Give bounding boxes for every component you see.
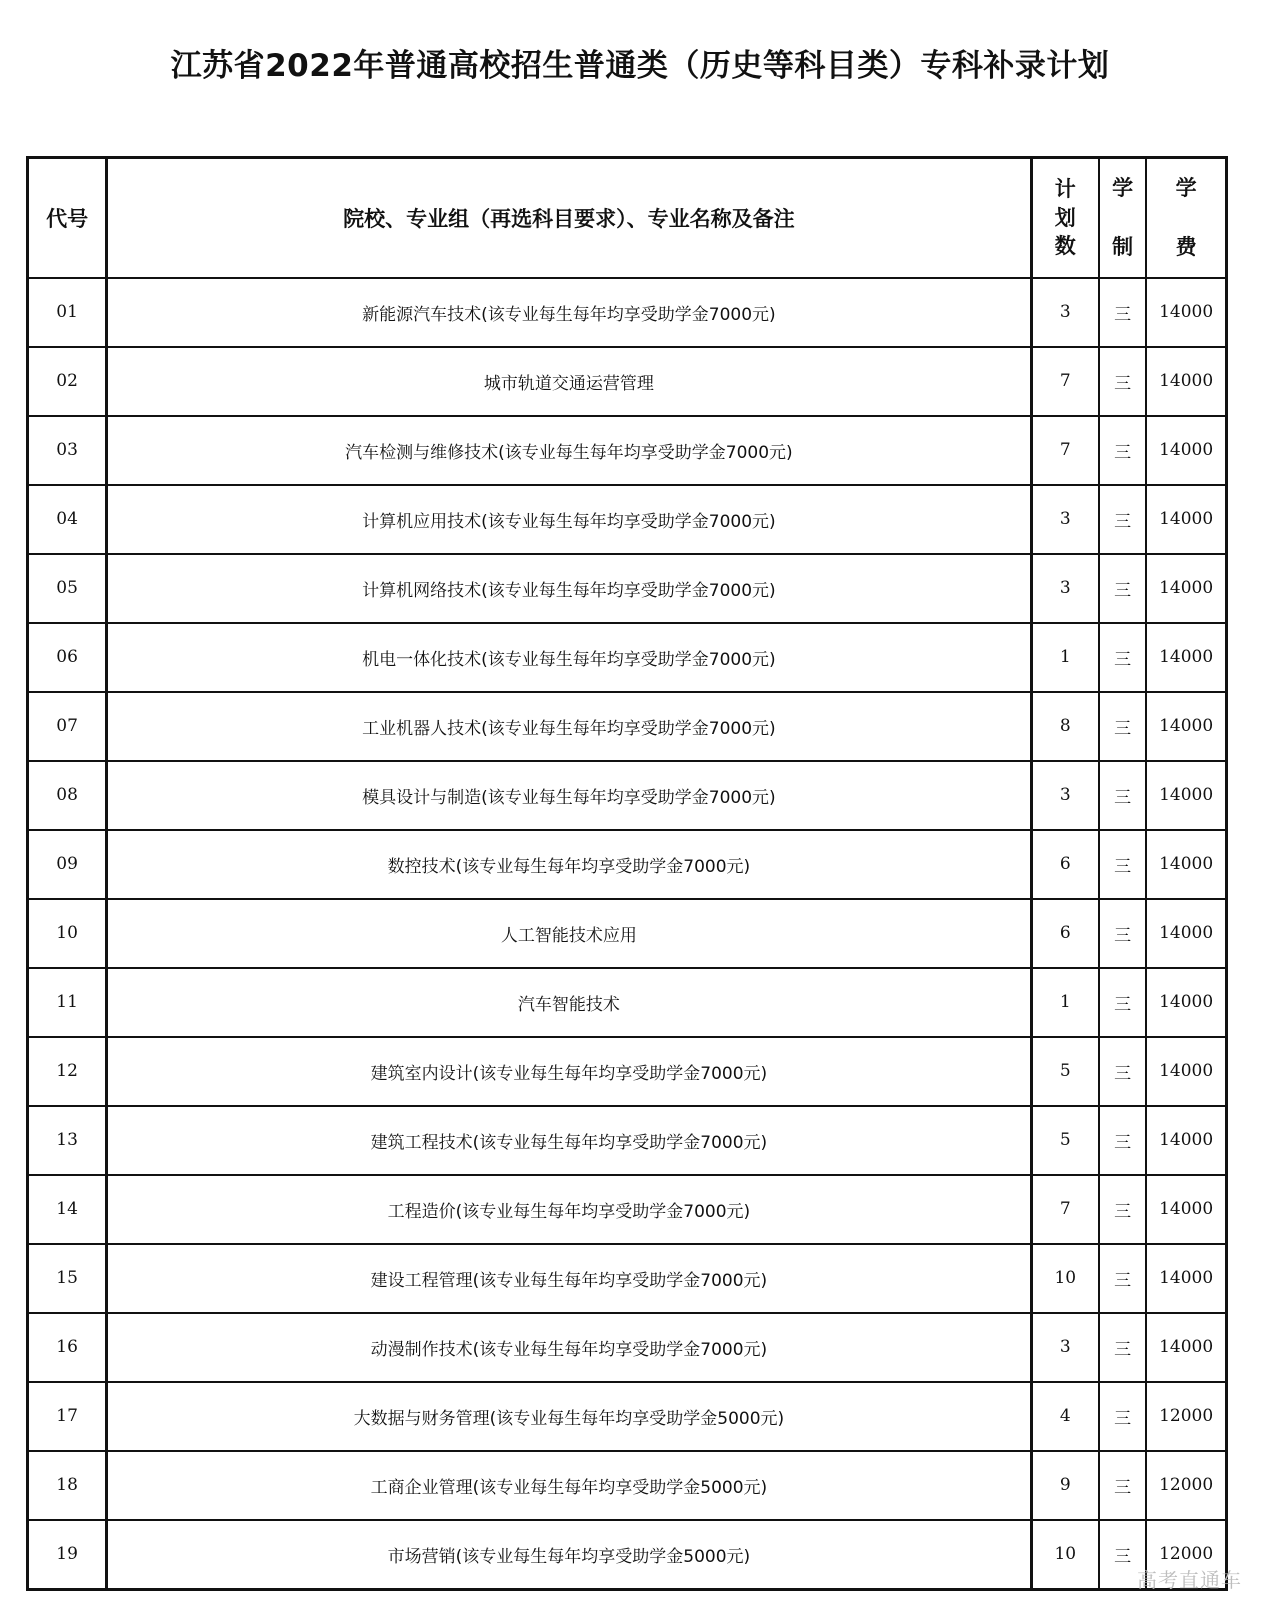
row-program-name: 模具设计与制造(该专业每生每年均享受助学金7000元) [107,761,1031,830]
row-duration: 三 [1099,278,1146,347]
table-row [28,1244,1227,1313]
row-plan-count: 6 [1031,830,1099,899]
row-duration: 三 [1099,623,1146,692]
row-plan-count: 3 [1031,278,1099,347]
row-fee: 14000 [1146,623,1226,692]
row-program-name: 建筑室内设计(该专业每生每年均享受助学金7000元) [107,1037,1031,1106]
row-code: 09 [28,830,107,899]
row-fee: 14000 [1146,1244,1226,1313]
table-header-row [28,158,1227,278]
row-duration: 三 [1099,968,1146,1037]
header-name: 院校、专业组（再选科目要求）、专业名称及备注 [107,158,1031,278]
row-duration: 三 [1099,1244,1146,1313]
table-row [28,1451,1227,1520]
row-duration: 三 [1099,1520,1146,1590]
row-fee: 12000 [1146,1382,1226,1451]
header-fee [1146,158,1226,278]
table-row [28,278,1227,347]
table-row [28,761,1227,830]
table-row [28,968,1227,1037]
row-fee: 14000 [1146,899,1226,968]
row-program-name: 工业机器人技术(该专业每生每年均享受助学金7000元) [107,692,1031,761]
row-code: 04 [28,485,107,554]
row-plan-count: 5 [1031,1106,1099,1175]
row-plan-count: 7 [1031,416,1099,485]
row-plan-count: 8 [1031,692,1099,761]
watermark: 高考直通车 [1137,1568,1242,1592]
row-code: 08 [28,761,107,830]
row-fee: 12000 [1146,1451,1226,1520]
table-row [28,485,1227,554]
row-program-name: 市场营销(该专业每生每年均享受助学金5000元) [107,1520,1031,1590]
row-duration: 三 [1099,692,1146,761]
table-row [28,1313,1227,1382]
row-duration: 三 [1099,485,1146,554]
row-plan-count: 10 [1031,1520,1099,1590]
row-code: 14 [28,1175,107,1244]
row-code: 03 [28,416,107,485]
row-fee: 14000 [1146,278,1226,347]
row-duration: 三 [1099,830,1146,899]
row-program-name: 人工智能技术应用 [107,899,1031,968]
header-plan [1031,158,1099,278]
row-duration: 三 [1099,416,1146,485]
table-row [28,899,1227,968]
row-program-name: 新能源汽车技术(该专业每生每年均享受助学金7000元) [107,278,1031,347]
row-duration: 三 [1099,1106,1146,1175]
row-fee: 14000 [1146,554,1226,623]
row-code: 17 [28,1382,107,1451]
row-program-name: 汽车智能技术 [107,968,1031,1037]
row-program-name: 计算机应用技术(该专业每生每年均享受助学金7000元) [107,485,1031,554]
row-program-name: 机电一体化技术(该专业每生每年均享受助学金7000元) [107,623,1031,692]
row-code: 19 [28,1520,107,1590]
row-fee: 14000 [1146,1037,1226,1106]
row-program-name: 工程造价(该专业每生每年均享受助学金7000元) [107,1175,1031,1244]
row-program-name: 大数据与财务管理(该专业每生每年均享受助学金5000元) [107,1382,1031,1451]
row-duration: 三 [1099,899,1146,968]
row-plan-count: 6 [1031,899,1099,968]
table-row [28,623,1227,692]
row-fee: 14000 [1146,968,1226,1037]
table-row [28,1520,1227,1590]
row-duration: 三 [1099,1313,1146,1382]
table-row [28,1037,1227,1106]
row-fee: 14000 [1146,416,1226,485]
row-code: 12 [28,1037,107,1106]
row-duration: 三 [1099,1175,1146,1244]
row-plan-count: 1 [1031,968,1099,1037]
table-row [28,416,1227,485]
row-code: 10 [28,899,107,968]
row-plan-count: 3 [1031,554,1099,623]
table-row [28,347,1227,416]
row-duration: 三 [1099,1451,1146,1520]
header-fee-label: 学费 [1175,176,1197,259]
table-row [28,1106,1227,1175]
row-plan-count: 9 [1031,1451,1099,1520]
table-row [28,692,1227,761]
row-fee: 14000 [1146,1313,1226,1382]
row-plan-count: 4 [1031,1382,1099,1451]
row-plan-count: 1 [1031,623,1099,692]
page-title: 江苏省2022年普通高校招生普通类（历史等科目类）专科补录计划 [170,48,1110,84]
row-code: 11 [28,968,107,1037]
row-plan-count: 7 [1031,347,1099,416]
row-code: 06 [28,623,107,692]
header-duration-label: 学制 [1112,176,1134,259]
row-duration: 三 [1099,1382,1146,1451]
row-plan-count: 7 [1031,1175,1099,1244]
row-fee: 14000 [1146,1106,1226,1175]
table-row [28,1175,1227,1244]
row-plan-count: 3 [1031,485,1099,554]
row-fee: 14000 [1146,347,1226,416]
row-duration: 三 [1099,554,1146,623]
row-program-name: 建设工程管理(该专业每生每年均享受助学金7000元) [107,1244,1031,1313]
row-duration: 三 [1099,761,1146,830]
row-program-name: 动漫制作技术(该专业每生每年均享受助学金7000元) [107,1313,1031,1382]
header-code: 代号 [28,158,107,278]
row-plan-count: 5 [1031,1037,1099,1106]
header-duration [1099,158,1146,278]
row-code: 01 [28,278,107,347]
row-fee: 12000 [1146,1520,1226,1590]
table-row [28,1382,1227,1451]
row-plan-count: 3 [1031,761,1099,830]
row-code: 02 [28,347,107,416]
table-row [28,830,1227,899]
row-fee: 14000 [1146,830,1226,899]
row-program-name: 建筑工程技术(该专业每生每年均享受助学金7000元) [107,1106,1031,1175]
row-code: 13 [28,1106,107,1175]
row-fee: 14000 [1146,761,1226,830]
enrollment-plan-table [26,156,1228,1591]
row-program-name: 计算机网络技术(该专业每生每年均享受助学金7000元) [107,554,1031,623]
row-code: 15 [28,1244,107,1313]
row-code: 16 [28,1313,107,1382]
row-program-name: 城市轨道交通运营管理 [107,347,1031,416]
row-duration: 三 [1099,1037,1146,1106]
row-fee: 14000 [1146,485,1226,554]
row-code: 07 [28,692,107,761]
row-code: 18 [28,1451,107,1520]
row-program-name: 数控技术(该专业每生每年均享受助学金7000元) [107,830,1031,899]
row-plan-count: 3 [1031,1313,1099,1382]
row-fee: 14000 [1146,1175,1226,1244]
row-program-name: 汽车检测与维修技术(该专业每生每年均享受助学金7000元) [107,416,1031,485]
row-code: 05 [28,554,107,623]
row-fee: 14000 [1146,692,1226,761]
row-plan-count: 10 [1031,1244,1099,1313]
row-program-name: 工商企业管理(该专业每生每年均享受助学金5000元) [107,1451,1031,1520]
table-row [28,554,1227,623]
header-plan-label: 计划数 [1054,177,1076,258]
row-duration: 三 [1099,347,1146,416]
